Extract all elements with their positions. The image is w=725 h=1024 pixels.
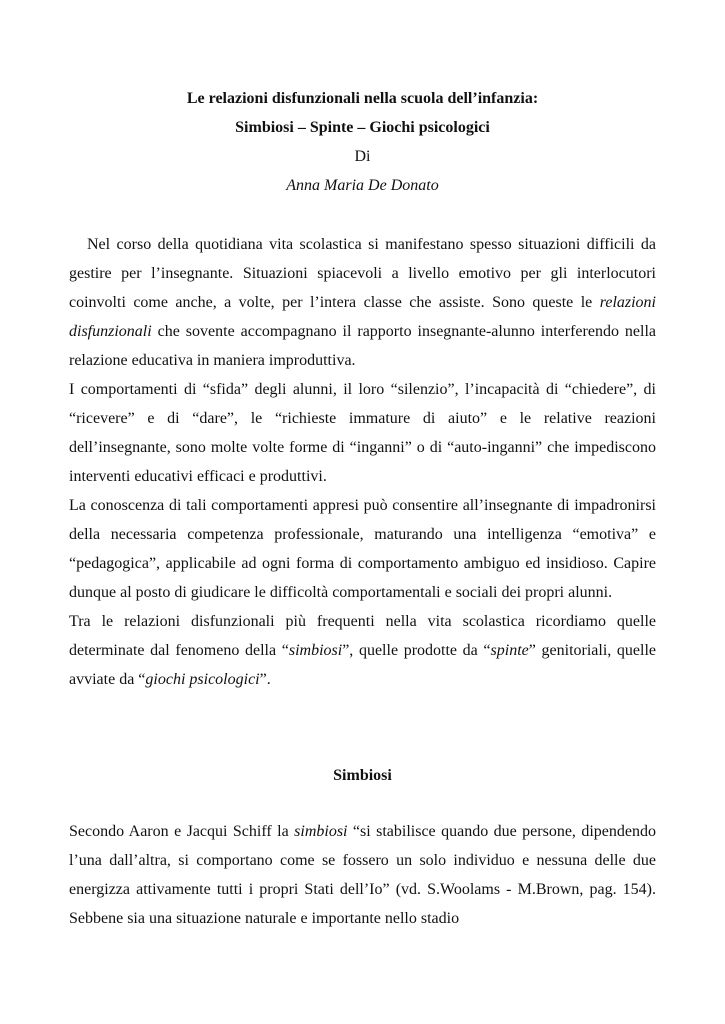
paragraph-4-emphasis-2: spinte [490,642,529,659]
document-header [0,84,725,200]
section-body [69,817,656,933]
author-name: Anna Maria De Donato [286,177,439,194]
paragraph-4-emphasis-1: simbiosi [288,642,343,659]
section-heading: Simbiosi [333,767,392,784]
paragraph-4-emphasis-3: giochi psicologici [145,671,260,688]
title-line-2: Simbiosi – Spinte – Giochi psicologici [235,119,490,136]
paragraph-4-text-d: ”. [259,671,271,688]
section-paragraph-1 [69,817,656,933]
paragraph-4 [69,607,656,694]
paragraph-1-text-a: Nel corso della quotidiana vita scolastica si manifestano spesso situazioni difficili da gestire per l’insegnante. Situazioni spiacevoli a livello emotivo per gli interlocutori coinvolti come anche, a volte, per l’intera classe che assiste. Sono queste le [69,236,656,311]
paragraph-4-text-c: ” genitoriali, quelle avviate da “ [69,642,657,688]
paragraph-1-emphasis: relazioni disfunzionali [69,294,656,340]
intro-body [69,230,656,694]
byline-prefix: Di [354,148,371,165]
paragraph-4-text-b: ”, quelle prodotte da “ [342,642,491,659]
section-paragraph-1-text-a: Secondo Aaron e Jacqui Schiff la [69,823,295,840]
section-paragraph-1-text-b: “si stabilisce quando due persone, dipendendo l’una dall’altra, si comportano come se fossero un solo individuo e nessuna delle due energizza attivamente tutti i propri Stati dell’Io” (vd. S.Woolams - M.Brown, pag. 154). Sebbene sia una situazione naturale e importante nello stadio [69,823,657,927]
paragraph-4-text-a: Tra le relazioni disfunzionali più frequenti nella vita scolastica ricordiamo quelle determinate dal fenomeno della “ [69,613,656,659]
paragraph-2: I comportamenti di “sfida” degli alunni, il loro “silenzio”, l’incapacità di “chiedere”, di “ricevere” e di “dare”, le “richieste immature di aiuto” e le relative reazioni dell’insegnante, sono molte volte forme di “inganni” o di “auto-inganni” che impediscono interventi educativi efficaci e produttivi. [69,381,656,485]
paragraph-3: La conoscenza di tali comportamenti appresi può consentire all’insegnante di impadronirsi della necessaria competenza professionale, maturando una intelligenza “emotiva” e “pedagogica”, applicabile ad ogni forma di comportamento ambiguo ed insidioso. Capire dunque al posto di giudicare le difficoltà comportamentali e sociali dei propri alunni. [69,497,656,601]
paragraph-1 [69,230,656,375]
section-paragraph-1-emphasis: simbiosi [294,823,348,840]
paragraph-1-text-b: che sovente accompagnano il rapporto insegnante-alunno interferendo nella relazione educativa in maniera improduttiva. [69,323,656,369]
title-line-1: Le relazioni disfunzionali nella scuola dell’infanzia: [186,90,539,107]
